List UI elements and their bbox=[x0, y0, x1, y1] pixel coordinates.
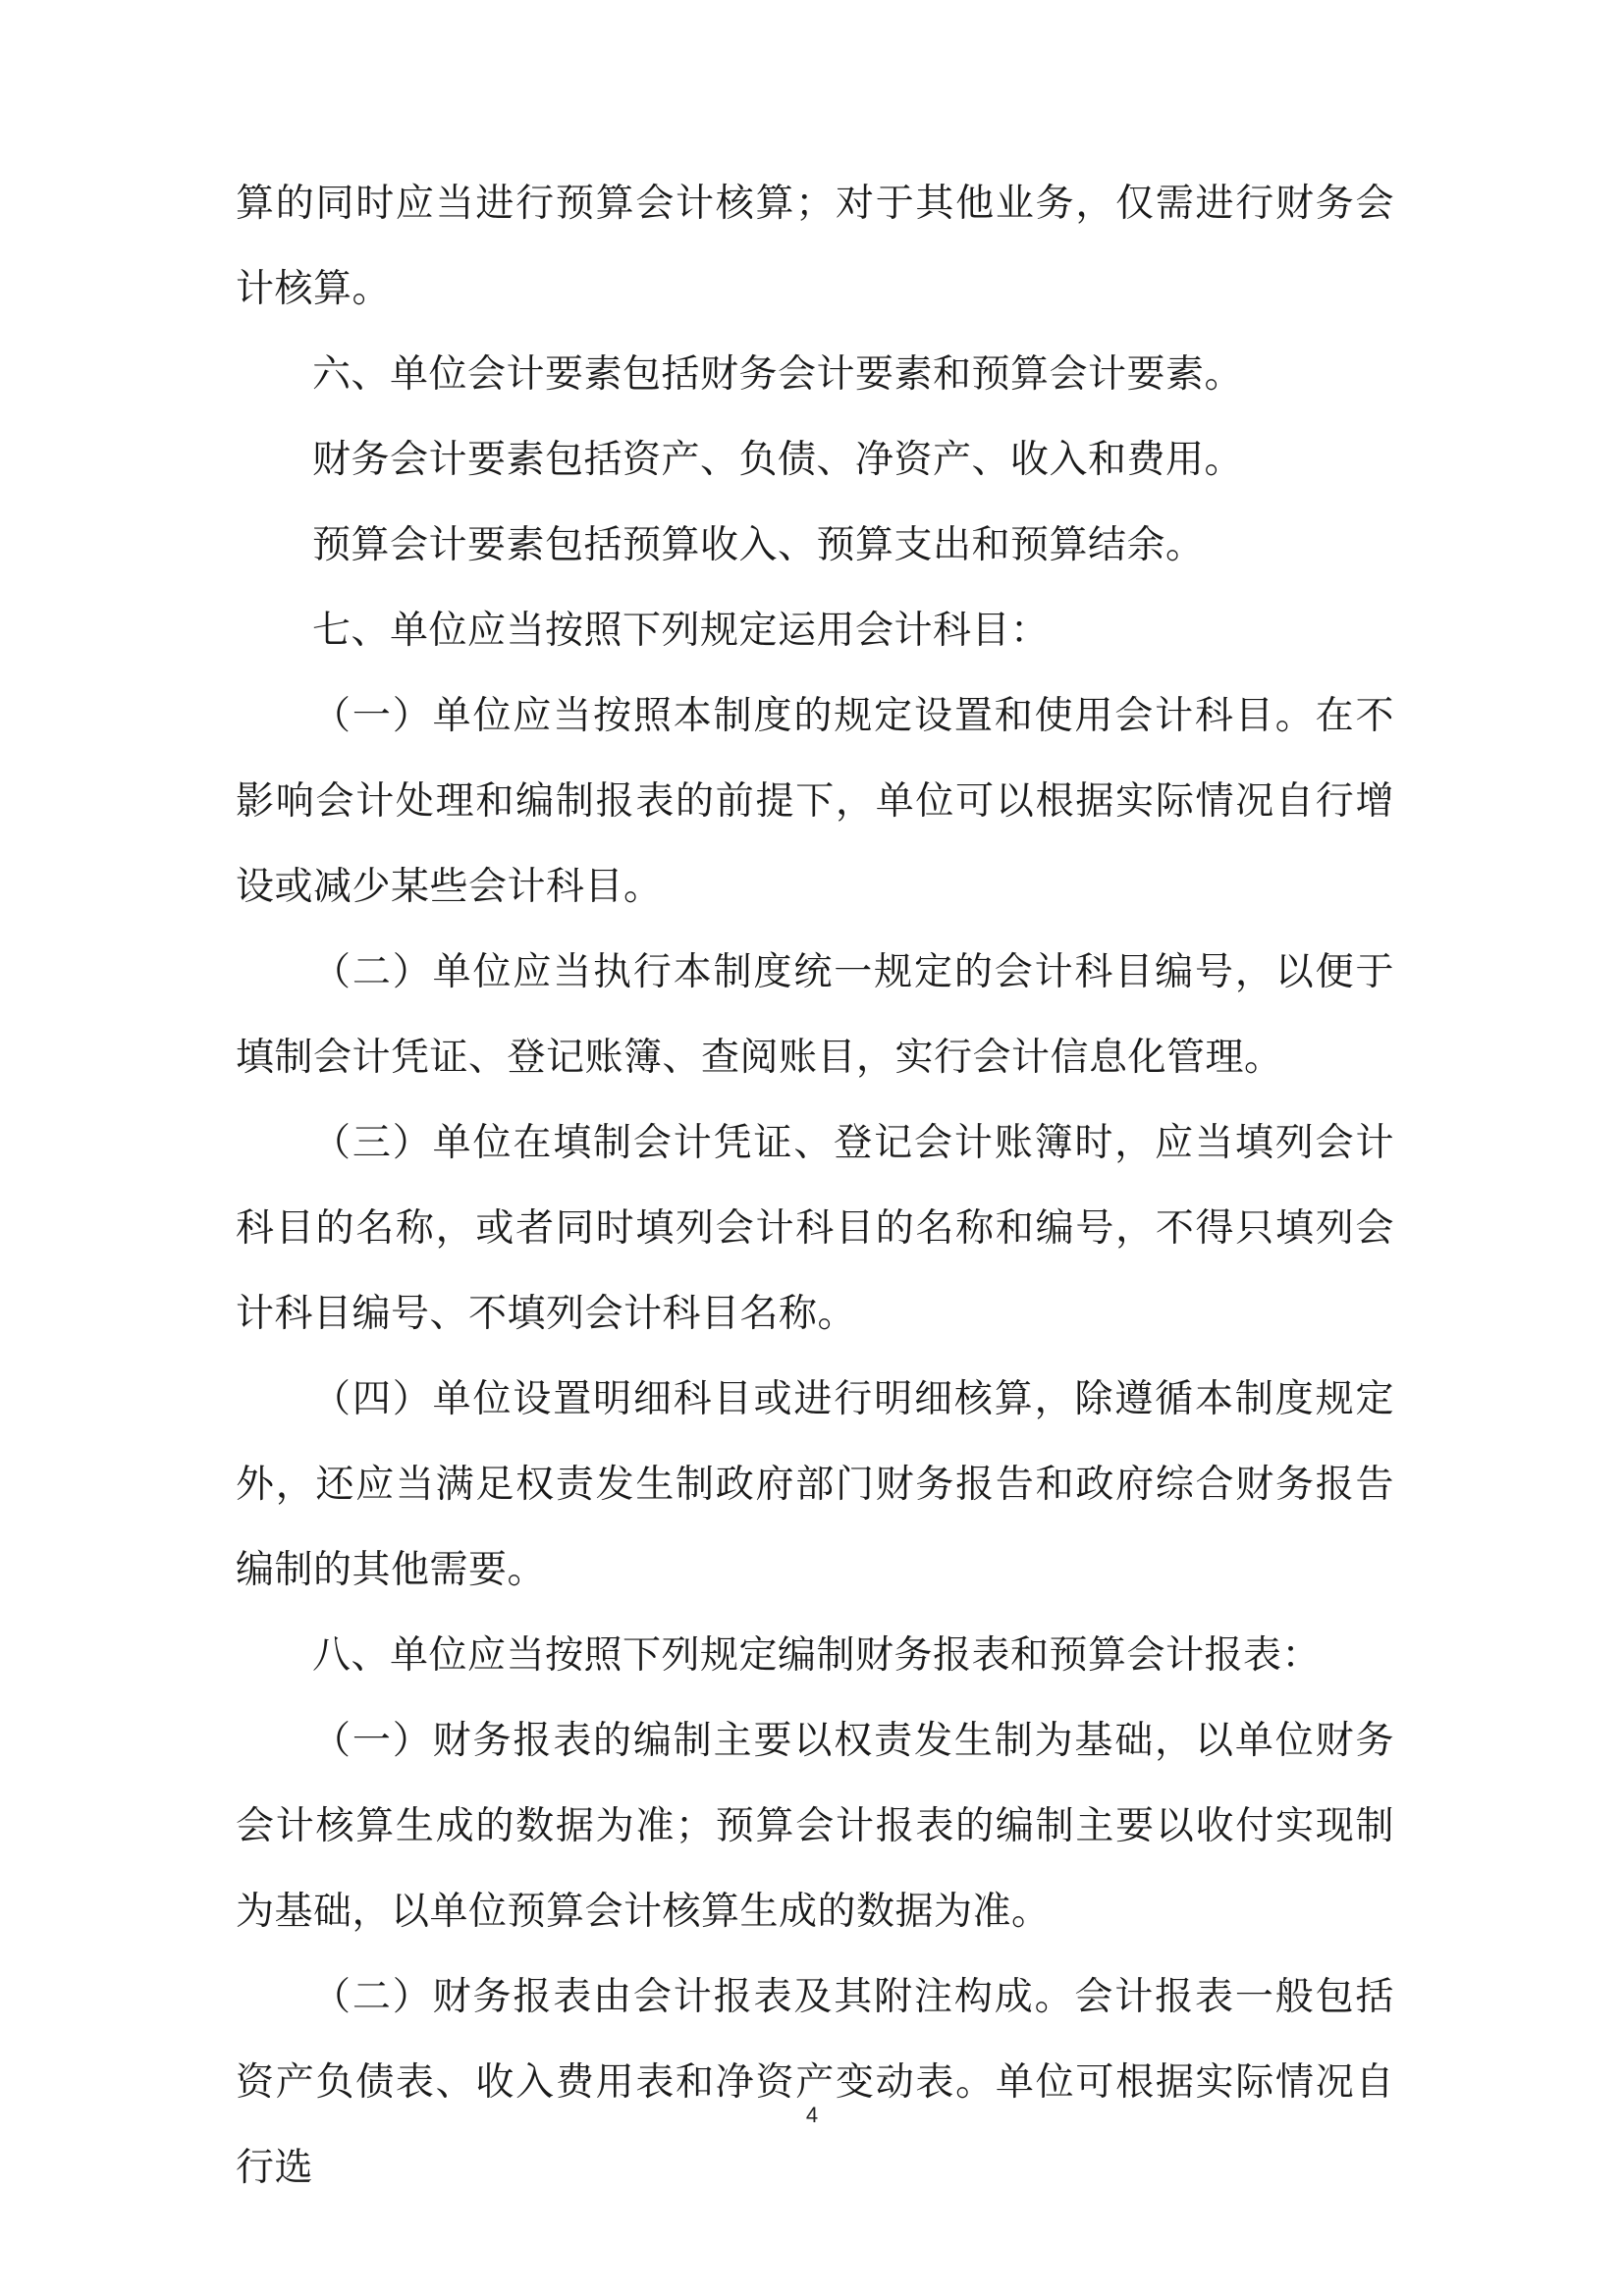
paragraph-section-8-item-2: （二）财务报表由会计报表及其附注构成。会计报表一般包括资产负债表、收入费用表和净资产变动表。单位可根据实际情况自行选 bbox=[236, 1975, 1394, 2190]
paragraph-section-7-item-1: （一）单位应当按照本制度的规定设置和使用会计科目。在不影响会计处理和编制报表的前提下，单位可以根据实际情况自行增设或减少某些会计科目。 bbox=[236, 694, 1394, 909]
body-text bbox=[236, 161, 1394, 2211]
page-number: 4 bbox=[805, 2103, 819, 2127]
paragraph-section-7-item-4: （四）单位设置明细科目或进行明细核算，除遵循本制度规定外，还应当满足权责发生制政府部门财务报告和政府综合财务报告编制的其他需要。 bbox=[236, 1377, 1394, 1592]
paragraph-section-8: 八、单位应当按照下列规定编制财务报表和预算会计报表： bbox=[312, 1633, 1322, 1678]
paragraph-section-6: 六、单位会计要素包括财务会计要素和预算会计要素。 bbox=[312, 352, 1244, 397]
paragraph-continuation: 算的同时应当进行预算会计核算；对于其他业务，仅需进行财务会计核算。 bbox=[236, 182, 1394, 311]
paragraph-section-7-item-2: （二）单位应当执行本制度统一规定的会计科目编号，以便于填制会计凭证、登记账簿、查阅账目，实行会计信息化管理。 bbox=[236, 950, 1394, 1080]
paragraph-section-7: 七、单位应当按照下列规定运用会计科目： bbox=[312, 609, 1050, 653]
paragraph-budget-elements: 预算会计要素包括预算收入、预算支出和预算结余。 bbox=[312, 523, 1205, 567]
paragraph-financial-elements: 财务会计要素包括资产、负债、净资产、收入和费用。 bbox=[312, 438, 1244, 482]
paragraph-section-7-item-3: （三）单位在填制会计凭证、登记会计账簿时，应当填列会计科目的名称，或者同时填列会计科目的名称和编号，不得只填列会计科目编号、不填列会计科目名称。 bbox=[236, 1121, 1394, 1336]
paragraph-section-8-item-1: （一）财务报表的编制主要以权责发生制为基础，以单位财务会计核算生成的数据为准；预算会计报表的编制主要以收付实现制为基础，以单位预算会计核算生成的数据为准。 bbox=[236, 1719, 1394, 1934]
